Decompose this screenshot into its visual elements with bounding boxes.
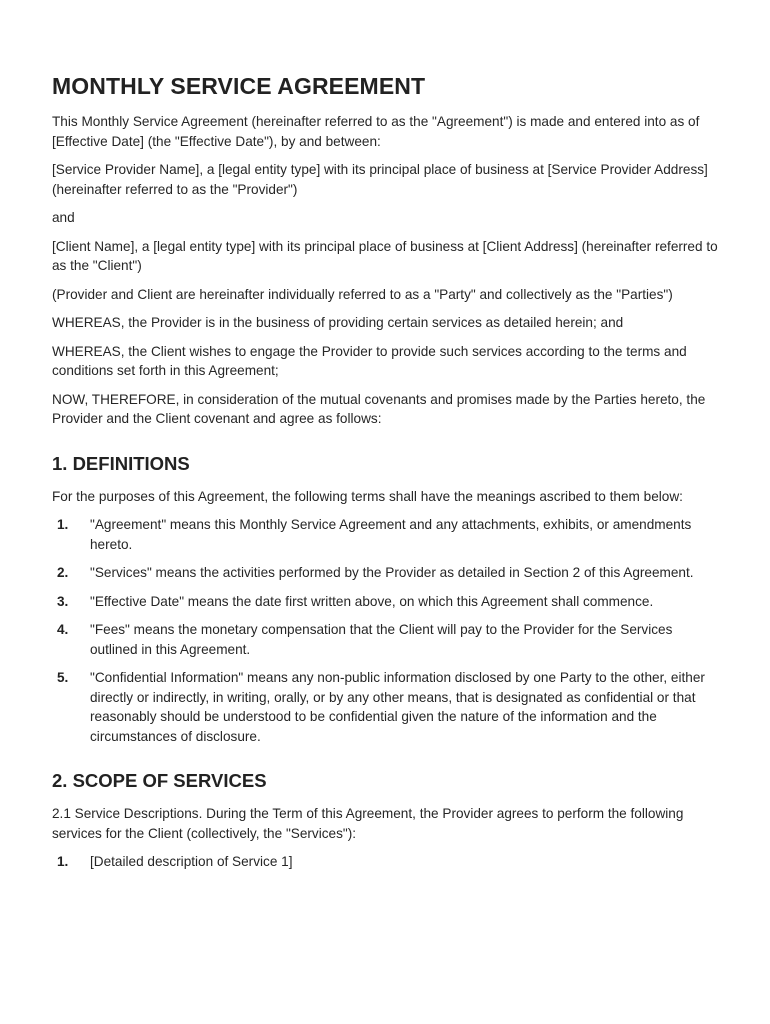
definitions-lead: For the purposes of this Agreement, the following terms shall have the meanings ascribed to them below:: [52, 488, 683, 504]
document-title: MONTHLY SERVICE AGREEMENT: [52, 73, 426, 99]
definitions-list: [52, 515, 718, 746]
list-number: 1.: [57, 854, 69, 869]
and-paragraph: and: [52, 210, 75, 225]
client-paragraph: [Client Name], a [legal entity type] with its principal place of business at [Client Address] (hereinafter referred to as the "Client"): [52, 238, 718, 273]
whereas-client-paragraph: WHEREAS, the Client wishes to engage the Provider to provide such services according to the terms and conditions set forth in this Agreement;: [52, 343, 687, 378]
list-item: [52, 620, 718, 659]
list-item: [52, 563, 718, 583]
list-item: [52, 592, 718, 612]
list-number: 5.: [57, 670, 69, 685]
list-text: [Detailed description of Service 1]: [90, 854, 293, 869]
services-list: [52, 852, 718, 872]
list-number: 4.: [57, 622, 69, 637]
whereas-provider-paragraph: WHEREAS, the Provider is in the business of providing certain services as detailed herein; and: [52, 315, 624, 330]
intro-paragraph: This Monthly Service Agreement (hereinafter referred to as the "Agreement") is made and entered into as of [Effective Date] (the "Effective Date"), by and between:: [52, 114, 700, 149]
list-text: "Fees" means the monetary compensation that the Client will pay to the Provider for the Services outlined in this Agreement.: [90, 622, 673, 657]
list-number: 1.: [57, 517, 69, 532]
intro-section: [52, 112, 718, 429]
list-text: "Confidential Information" means any non-public information disclosed by one Party to the other, either directly or indirectly, in writing, orally, or by any other means, that is designated as confidential or that reasonably should be understood to be confidential given the nature of the information and the circumstances of disclosure.: [90, 670, 705, 744]
list-text: "Agreement" means this Monthly Service Agreement and any attachments, exhibits, or amendments hereto.: [90, 517, 692, 552]
list-item: [52, 668, 718, 746]
section-heading-scope: 2. SCOPE OF SERVICES: [52, 770, 267, 791]
scope-lead: 2.1 Service Descriptions. During the Term of this Agreement, the Provider agrees to perform the following services for the Client (collectively, the "Services"):: [52, 806, 684, 841]
provider-paragraph: [Service Provider Name], a [legal entity type] with its principal place of business at [Service Provider Address] (hereinafter referred to as the "Provider"): [52, 162, 708, 197]
list-text: "Effective Date" means the date first written above, on which this Agreement shall commence.: [90, 593, 654, 609]
section-heading-definitions: 1. DEFINITIONS: [52, 452, 190, 474]
list-text: "Services" means the activities performed by the Provider as detailed in Section 2 of this Agreement.: [90, 565, 694, 580]
list-item: [52, 515, 718, 554]
list-number: 3.: [57, 593, 69, 609]
parties-paragraph: (Provider and Client are hereinafter individually referred to as a "Party" and collectively as the "Parties"): [52, 286, 673, 302]
list-item: [52, 852, 718, 872]
list-number: 2.: [57, 565, 69, 580]
now-therefore-paragraph: NOW, THEREFORE, in consideration of the mutual covenants and promises made by the Parties hereto, the Provider and the Client covenant and agree as follows:: [52, 391, 706, 426]
